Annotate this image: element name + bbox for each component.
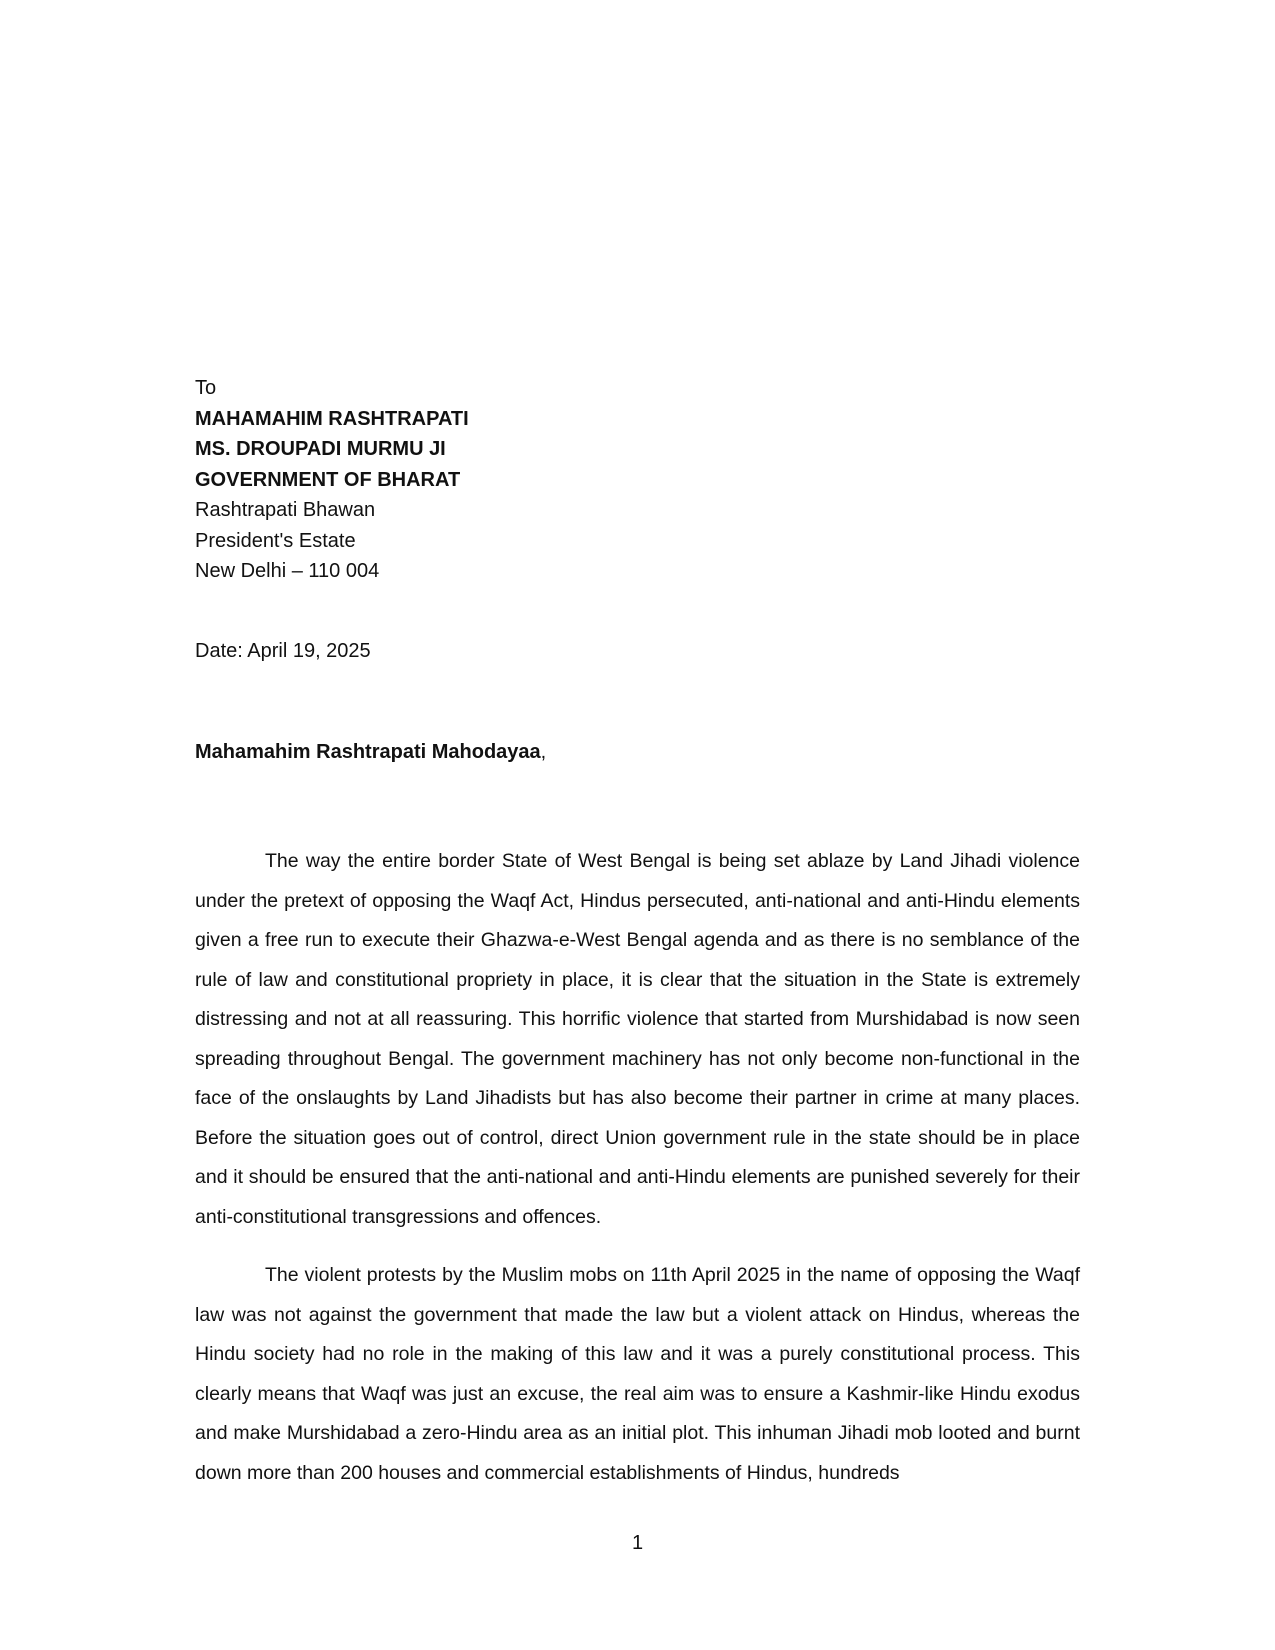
recipient-address-block (195, 373, 895, 587)
address-line-building: Rashtrapati Bhawan (195, 499, 376, 521)
salutation-punctuation: , (540, 741, 547, 763)
recipient-title: MAHAMAHIM RASHTRAPATI (195, 407, 469, 430)
to-label: To (195, 377, 217, 399)
page-number: 1 (631, 1532, 644, 1554)
address-line-estate: President's Estate (195, 529, 356, 552)
recipient-name: MS. DROUPADI MURMU JI (195, 438, 446, 460)
body-paragraph-2: The violent protests by the Muslim mobs on 11th April 2025 in the name of opposing the Waqf law was not against the government that made the law but a violent attack on Hindus, whereas the Hindu society had no role in the making of this law and it was a purely constitutional process. This clearly means that Waqf was just an excuse, the real aim was to ensure a Kashmir-like Hindu exodus and make Murshidabad a zero-Hindu area as an initial plot. This inhuman Jihadi mob looted and burnt down more than 200 houses and commercial establishments of Hindus, hundreds (195, 1264, 1080, 1484)
letter-body (195, 842, 1080, 1512)
letter-date: Date: April 19, 2025 (195, 640, 371, 662)
salutation-name: Mahamahim Rashtrapati Mahodayaa (195, 741, 541, 763)
body-paragraph-1: The way the entire border State of West Bengal is being set ablaze by Land Jihadi violence under the pretext of opposing the Waqf Act, Hindus persecuted, anti-national and anti-Hindu elements given a free run to execute their Ghazwa-e-West Bengal agenda and as there is no semblance of the rule of law and constitutional propriety in place, it is clear that the situation in the State is extremely distressing and not at all reassuring. This horrific violence that started from Murshidabad is now seen spreading throughout Bengal. The government machinery has not only become non-functional in the face of the onslaughts by Land Jihadists but has also become their partner in crime at many places. Before the situation goes out of control, direct Union government rule in the state should be in place and it should be ensured that the anti-national and anti-Hindu elements are punished severely for their anti-constitutional transgressions and offences. (195, 850, 1080, 1228)
address-line-city: New Delhi – 110 004 (195, 560, 380, 582)
salutation (195, 737, 546, 767)
recipient-government: GOVERNMENT OF BHARAT (195, 468, 461, 491)
